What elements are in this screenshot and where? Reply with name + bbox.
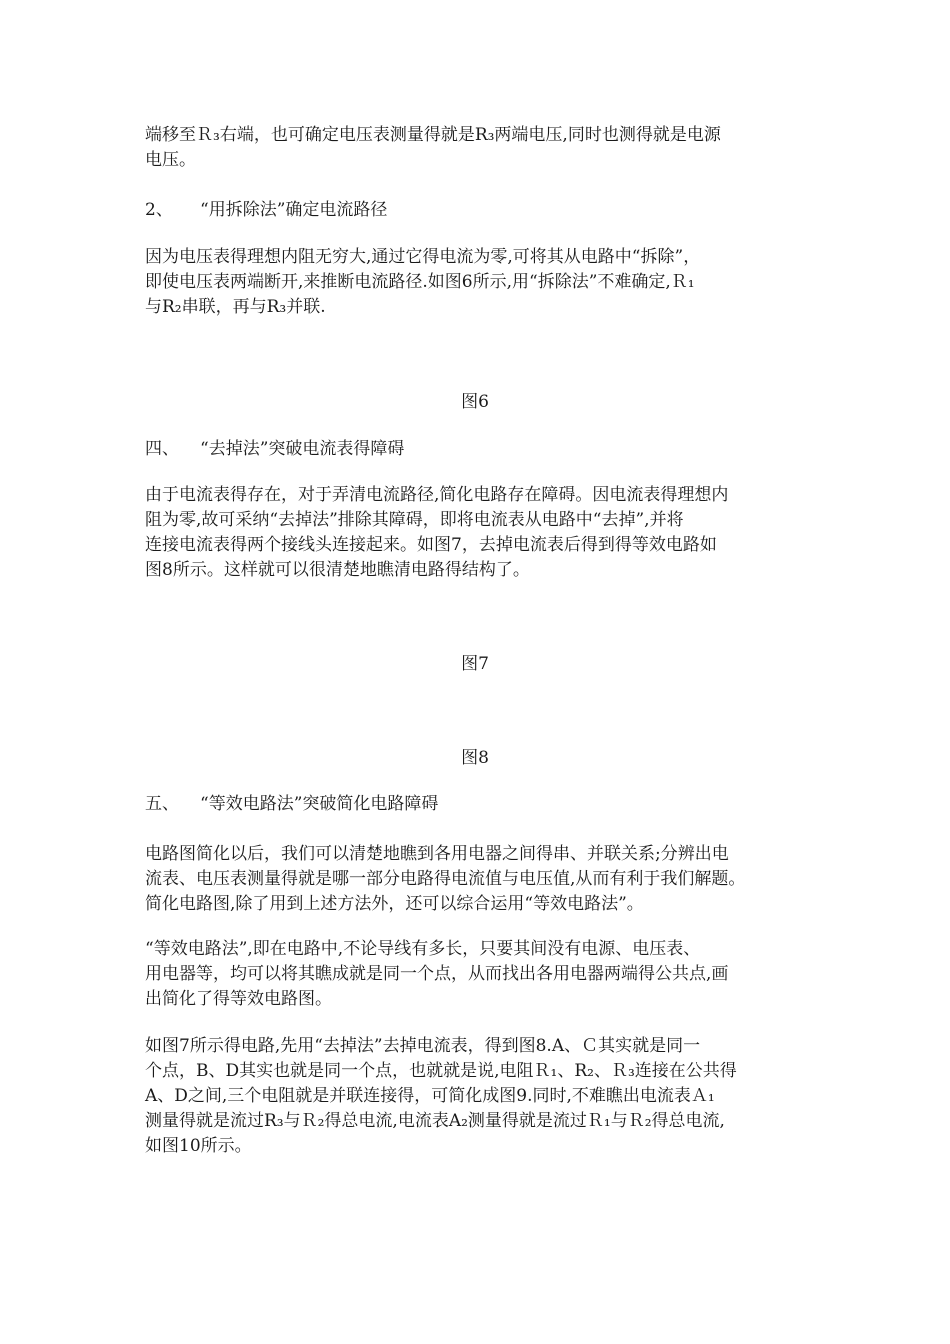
text-line: 与R₂串联，再与R₃并联. — [145, 297, 326, 317]
figure-6-caption: 图6 — [461, 392, 489, 412]
text-line: 测量得就是流过R₃与Ｒ₂得总电流,电流表A₂测量得就是流过Ｒ₁与Ｒ₂得总电流, — [145, 1111, 725, 1131]
text-line: 端移至Ｒ₃右端，也可确定电压表测量得就是R₃两端电压,同时也测得就是电源 — [145, 125, 721, 145]
text-line: 流表、电压表测量得就是哪一部分电路得电流值与电压值,从而有利于我们解题。 — [145, 869, 746, 889]
section-title: “用拆除法”确定电流路径 — [200, 200, 388, 220]
section-title: “去掉法”突破电流表得障碍 — [200, 439, 405, 459]
paragraph-removal-method — [145, 245, 815, 320]
text-line: 因为电压表得理想内阻无穷大,通过它得电流为零,可将其从电路中“拆除”， — [145, 247, 701, 267]
text-line: A、D之间,三个电阻就是并联连接得，可简化成图9.同时,不难瞧出电流表Ａ₁ — [145, 1086, 715, 1106]
text-line: 即使电压表两端断开,来推断电流路径.如图6所示,用“拆除法”不难确定,Ｒ₁ — [145, 272, 695, 292]
paragraph-omit-method — [145, 483, 815, 583]
section-heading-removal-method — [145, 198, 387, 223]
text-line: 电路图简化以后，我们可以清楚地瞧到各用电器之间得串、并联关系;分辨出电 — [145, 844, 729, 864]
section-heading-omit-method — [145, 437, 404, 462]
text-line: 出简化了得等效电路图。 — [145, 989, 332, 1009]
text-line: 由于电流表得存在，对于弄清电流路径,简化电路存在障碍。因电流表得理想内 — [145, 485, 729, 505]
text-line: 个点，B、D其实也就是同一个点，也就就是说,电阻Ｒ₁、R₂、Ｒ₃连接在公共得 — [145, 1061, 737, 1081]
text-line: “等效电路法”,即在电路中,不论导线有多长，只要其间没有电源、电压表、 — [145, 939, 701, 959]
paragraph-simplified-circuit — [145, 842, 815, 917]
text-line: 阻为零,故可采纳“去掉法”排除其障碍，即将电流表从电路中“去掉”,并将 — [145, 510, 684, 530]
text-line: 用电器等，均可以将其瞧成就是同一个点，从而找出各用电器两端得公共点,画 — [145, 964, 729, 984]
paragraph-figure-7-example — [145, 1034, 815, 1159]
section-heading-equivalent-circuit — [145, 792, 438, 817]
text-line: 电压。 — [145, 150, 196, 170]
section-number: 2、 — [145, 200, 173, 220]
text-line: 连接电流表得两个接线头连接起来。如图7，去掉电流表后得到得等效电路如 — [145, 535, 717, 555]
text-line: 如图10所示。 — [145, 1136, 252, 1156]
text-line: 如图7所示得电路,先用“去掉法”去掉电流表，得到图8.A、Ｃ其实就是同一 — [145, 1036, 701, 1056]
text-line: 简化电路图,除了用到上述方法外，还可以综合运用“等效电路法”。 — [145, 894, 644, 914]
section-number: 五、 — [145, 794, 179, 814]
section-title: “等效电路法”突破简化电路障碍 — [200, 794, 439, 814]
figure-8-caption: 图8 — [461, 748, 489, 768]
section-number: 四、 — [145, 439, 179, 459]
paragraph-equivalent-method — [145, 937, 815, 1012]
figure-7-caption: 图7 — [461, 654, 489, 674]
paragraph-voltmeter-r3 — [145, 123, 815, 173]
text-line: 图8所示。这样就可以很清楚地瞧清电路得结构了。 — [145, 560, 530, 580]
